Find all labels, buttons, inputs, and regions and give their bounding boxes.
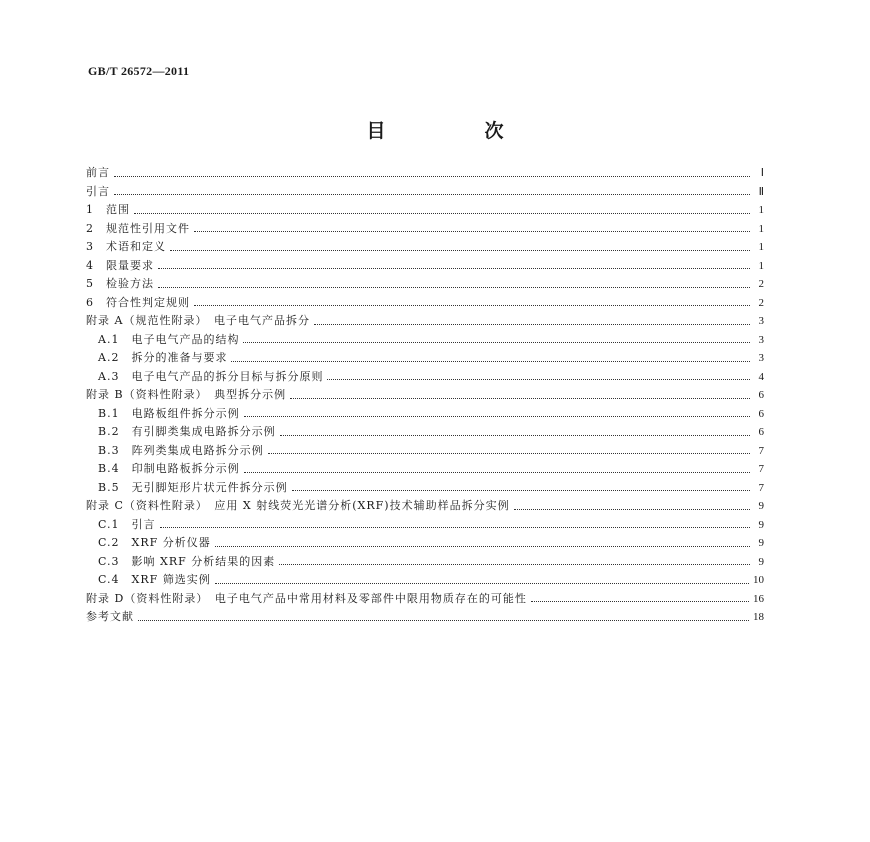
toc-dot-leader [134,213,750,214]
toc-entry-label: 附录 C（资料性附录） 应用 X 射线荧光光谱分析(XRF)技术辅助样品拆分实例 [86,499,510,512]
toc-entry-label: A.1 电子电气产品的结构 [98,332,240,346]
toc-entry[interactable] [86,479,764,498]
toc-page-number: 2 [758,278,764,290]
toc-entry-label: 参考文献 [86,610,134,623]
toc-entry[interactable] [86,368,764,387]
toc-dot-leader [244,472,750,473]
toc-page-number: 6 [758,389,764,401]
toc-entry-label: 5 检验方法 [86,277,154,290]
toc-dot-leader [279,564,750,565]
toc-entry-label: 4 限量要求 [86,258,154,272]
toc-page-number: 3 [758,352,764,364]
toc-entry[interactable] [86,238,764,257]
toc-page-number: 1 [758,241,764,253]
toc-entry-label: B.4 印制电路板拆分示例 [98,462,240,475]
toc-entry-label: C.1 引言 [98,517,156,531]
toc-page-number: 16 [753,592,764,605]
toc-entry-label: 附录 A（规范性附录） 电子电气产品拆分 [86,314,310,327]
toc-entry[interactable] [86,183,764,202]
toc-entry-label: 1 范围 [86,203,130,216]
page-title: 目 次 [366,120,544,142]
toc-dot-leader [314,324,750,325]
toc-dot-leader [114,176,750,177]
toc-entry[interactable] [86,164,764,183]
toc-dot-leader [290,398,750,399]
toc-page-number: 9 [758,537,764,549]
toc-entry-label: B.5 无引脚矩形片状元件拆分示例 [98,480,288,494]
toc-page-number: 2 [758,296,764,309]
toc-entry[interactable] [86,553,764,572]
toc-page-number: Ⅱ [758,185,764,198]
toc-entry[interactable] [86,590,764,609]
toc-dot-leader [268,453,750,454]
toc-entry[interactable] [86,275,764,294]
toc-dot-leader [215,583,749,584]
toc-dot-leader [514,509,750,510]
toc-entry[interactable] [86,460,764,479]
toc-entry[interactable] [86,294,764,313]
toc-entry-label: 附录 B（资料性附录） 典型拆分示例 [86,388,287,401]
toc-entry[interactable] [86,516,764,535]
toc-entry[interactable] [86,405,764,424]
toc-dot-leader [158,287,750,288]
toc-entry-label: 2 规范性引用文件 [86,221,190,235]
toc-dot-leader [327,379,750,380]
toc-entry[interactable] [86,608,764,627]
toc-entry[interactable] [86,312,764,331]
toc-dot-leader [160,527,750,528]
toc-entry[interactable] [86,386,764,405]
toc-dot-leader [280,435,750,436]
table-of-contents [86,164,764,627]
toc-entry[interactable] [86,220,764,239]
toc-page-number: 9 [758,518,764,531]
toc-page-number: 7 [758,463,764,475]
toc-entry-label: B.3 阵列类集成电路拆分示例 [98,443,264,457]
toc-entry-label: 前言 [86,166,110,179]
toc-entry[interactable] [86,257,764,276]
toc-page-number: 1 [758,222,764,235]
toc-page-number: 6 [758,426,764,438]
toc-dot-leader [158,268,750,269]
toc-dot-leader [531,601,749,602]
toc-page-number: 7 [758,444,764,457]
toc-page-number: 1 [758,204,764,216]
toc-entry-label: C.4 XRF 筛选实例 [98,573,211,586]
toc-entry-label: A.2 拆分的准备与要求 [98,351,228,364]
toc-entry-label: C.2 XRF 分析仪器 [98,536,211,549]
toc-dot-leader [243,342,750,343]
toc-page-number: 7 [758,481,764,494]
toc-dot-leader [194,305,750,306]
toc-dot-leader [194,231,750,232]
toc-entry-label: B.2 有引脚类集成电路拆分示例 [98,425,276,438]
toc-entry-label: B.1 电路板组件拆分示例 [98,406,240,420]
toc-entry-label: A.3 电子电气产品的拆分目标与拆分原则 [98,369,324,383]
toc-entry[interactable] [86,331,764,350]
toc-dot-leader [170,250,750,251]
toc-entry-label: 6 符合性判定规则 [86,295,190,309]
toc-entry[interactable] [86,442,764,461]
toc-page-number: 18 [753,611,764,623]
toc-dot-leader [244,416,750,417]
toc-dot-leader [292,490,750,491]
toc-page-number: Ⅰ [760,167,764,179]
toc-page-number: 3 [758,333,764,346]
toc-entry-label: C.3 影响 XRF 分析结果的因素 [98,554,276,568]
toc-entry-label: 3 术语和定义 [86,240,166,253]
toc-page-number: 3 [758,315,764,327]
toc-page-number: 4 [758,370,764,383]
toc-page-number: 9 [758,500,764,512]
toc-page-number: 9 [758,555,764,568]
toc-dot-leader [231,361,750,362]
toc-entry-label: 附录 D（资料性附录） 电子电气产品中常用材料及零部件中限用物质存在的可能性 [86,591,527,605]
toc-dot-leader [215,546,750,547]
standard-code: GB/T 26572—2011 [88,64,190,78]
toc-entry[interactable] [86,349,764,368]
toc-entry[interactable] [86,423,764,442]
toc-entry[interactable] [86,201,764,220]
toc-dot-leader [114,194,750,195]
toc-entry[interactable] [86,534,764,553]
toc-page-number: 6 [758,407,764,420]
toc-page-number: 10 [753,574,764,586]
toc-entry[interactable] [86,497,764,516]
toc-dot-leader [138,620,749,621]
toc-entry-label: 引言 [86,184,110,198]
toc-page-number: 1 [758,259,764,272]
toc-entry[interactable] [86,571,764,590]
